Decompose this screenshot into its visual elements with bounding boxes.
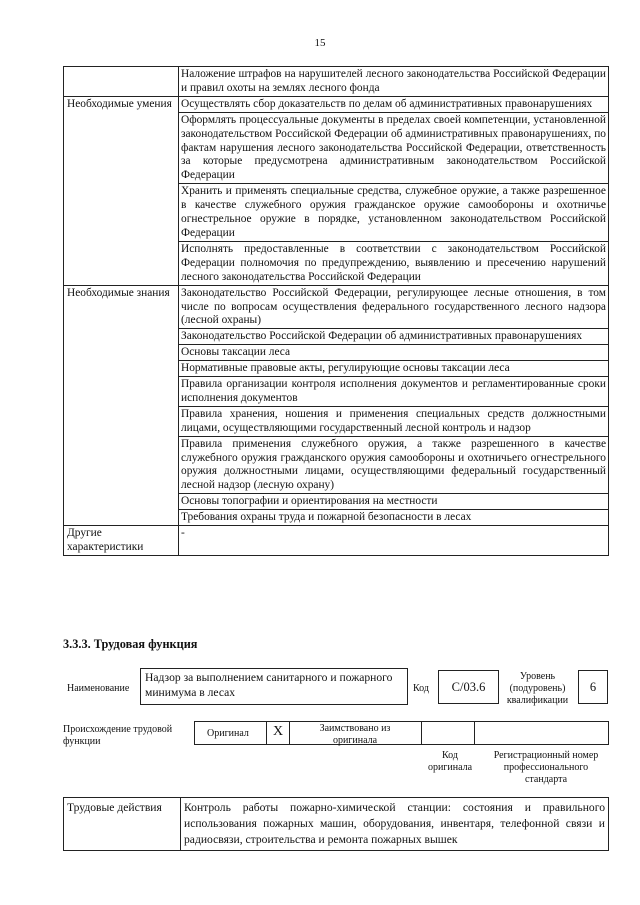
labor-actions-table: [63, 797, 609, 851]
code-original-label: Код оригинала: [427, 750, 473, 773]
origin-label: Происхождение трудовой функции: [63, 724, 173, 747]
other-characteristics-label: Другие характеристики: [64, 526, 179, 556]
labor-action-continuation: Наложение штрафов на нарушителей лесного законодательства Российской Федерации и правил охоты на землях лесного фонда: [179, 67, 609, 97]
knowledge-item: Правила организации контроля исполнения документов и регламентированные сроки исполнения документов: [179, 377, 609, 407]
divider: [289, 722, 290, 744]
knowledge-item: Требования охраны труда и пожарной безопасности в лесах: [179, 510, 609, 526]
original-label: Оригинал: [207, 728, 249, 739]
labor-action-item: Контроль работы пожарно-химической станции: состояния и правильного использования пожарных машин, оборудования, инвентаря, телефонной связи и радиосвязи, строительства и ремонта пожарных вышек: [181, 798, 609, 851]
knowledge-item: Нормативные правовые акты, регулирующие основы таксации леса: [179, 361, 609, 377]
skills-label: Необходимые умения: [64, 96, 179, 285]
knowledge-item: Правила применения служебного оружия, а также разрешенного в качестве служебного оружия гражданского оружия самообороны и охотничьего огнестрельного оружия должностными лицами, осуществляющими федеральный государственный лесной надзор (лесную охрану): [179, 436, 609, 494]
divider: [421, 722, 422, 744]
skill-item: Исполнять предоставленные в соответствии с законодательством Российской Федерации полномочия по предупреждению, выявлению и пресечению нарушений лесного законодательства Российской Федерации: [179, 241, 609, 285]
page-number: 15: [314, 37, 326, 49]
divider: [474, 722, 475, 744]
other-characteristics-value: -: [179, 526, 609, 556]
section-heading: 3.3.3. Трудовая функция: [63, 637, 198, 651]
code-value-box: C/03.6: [438, 670, 499, 704]
labor-actions-label: Трудовые действия: [64, 798, 181, 851]
original-mark: X: [272, 724, 284, 739]
requirements-table: [63, 66, 609, 556]
knowledge-label: Необходимые знания: [64, 285, 179, 526]
skill-item: Хранить и применять специальные средства, служебное оружие, а также разрешенное в качестве служебного оружия гражданское оружие самообороны и охотничье огнестрельное оружие в порядке, установленном законодательством Российской Федерации: [179, 184, 609, 242]
name-label: Наименование: [67, 683, 130, 694]
code-label: Код: [413, 683, 429, 694]
skill-item: Осуществлять сбор доказательств по делам об административных правонарушениях: [179, 96, 609, 112]
borrowed-label: Заимствовано из оригинала: [319, 723, 391, 746]
knowledge-item: Законодательство Российской Федерации об административных правонарушениях: [179, 329, 609, 345]
function-name-box: Надзор за выполнением санитарного и пожарного минимума в лесах: [140, 668, 408, 705]
knowledge-item: Законодательство Российской Федерации, регулирующее лесные отношения, в том числе по вопросам осуществления федерального государственного лесного надзора (лесной охраны): [179, 285, 609, 329]
empty-label-cell: [64, 67, 179, 97]
knowledge-item: Основы топографии и ориентирования на местности: [179, 494, 609, 510]
level-value-box: 6: [578, 670, 608, 704]
knowledge-item: Правила хранения, ношения и применения специальных средств должностными лицами, осуществляющими государственный лесной контроль и надзор: [179, 406, 609, 436]
skill-item: Оформлять процессуальные документы в пределах своей компетенции, установленной законодательством Российской Федерации об административных правонарушениях, по фактам нарушения лесного законодательства Российской Федерации, ответственность за которые предусмотрена административным законодательством Российской Федерации: [179, 112, 609, 184]
knowledge-item: Основы таксации леса: [179, 345, 609, 361]
registration-number-label: Регистрационный номер профессионального стандарта: [493, 750, 599, 785]
origin-row: [194, 721, 609, 745]
level-label: Уровень (подуровень) квалификации: [506, 671, 569, 706]
